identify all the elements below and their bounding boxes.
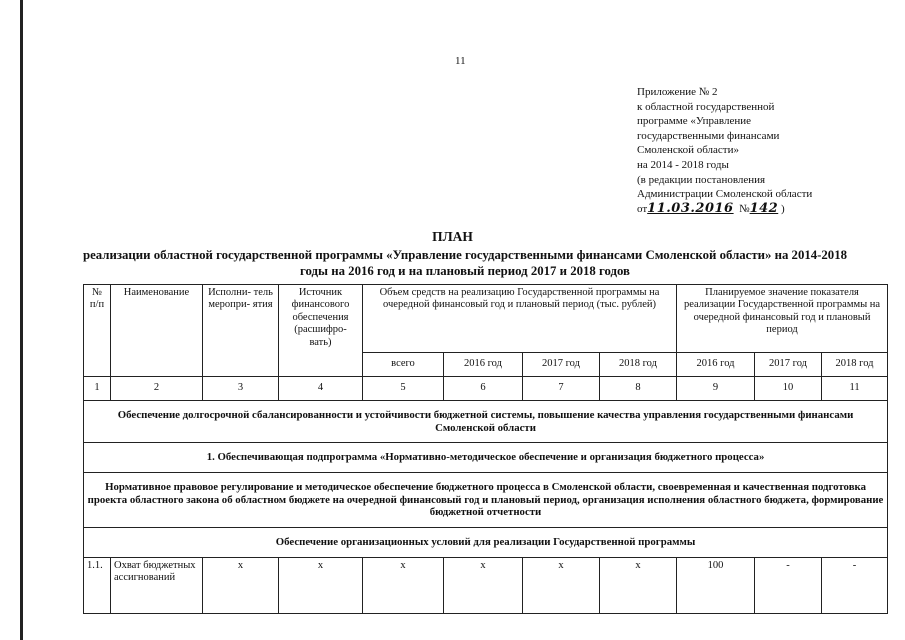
page-number: 11: [455, 55, 466, 67]
row-indicator-2017: -: [755, 558, 822, 614]
document-title: ПЛАН: [432, 229, 473, 244]
header-num: № п/п: [84, 285, 111, 377]
row-2018: x: [600, 558, 677, 614]
row-executor: x: [203, 558, 279, 614]
appendix-line: Смоленской области»: [637, 144, 739, 157]
close-paren: ): [780, 202, 785, 215]
document-subtitle: реализации областной государственной программы «Управление государственными финансами Смоленской области» на 2014-2018 годы на 2016 год и на плановый период 2017 и 2018 годов: [82, 248, 848, 278]
date-prefix: от: [637, 202, 648, 215]
column-number: 11: [822, 377, 888, 401]
section-goal: Обеспечение долгосрочной сбалансированности и устойчивости бюджетной системы, повышение качества управления государственными финансами Смоленской области: [84, 401, 888, 443]
header-indicator-2018: 2018 год: [822, 353, 888, 377]
header-indicator-group: Планируемое значение показателя реализации Государственной программы на очередной финансовый год и плановый период: [677, 285, 888, 353]
appendix-line: (в редакции постановления: [637, 173, 766, 186]
column-number: 5: [363, 377, 444, 401]
appendix-line: государственными финансами: [637, 129, 780, 142]
plan-table: [83, 284, 888, 614]
number-prefix: №: [739, 202, 750, 215]
handwritten-date: 11.03.2016: [647, 200, 734, 216]
column-number: 10: [755, 377, 822, 401]
column-number: 7: [523, 377, 600, 401]
section-subprogram: 1. Обеспечивающая подпрограмма «Нормативно-методическое обеспечение и организация бюджетного процесса»: [84, 443, 888, 473]
row-num: 1.1.: [84, 558, 111, 614]
appendix-line: программе «Управление: [637, 115, 752, 128]
column-number: 9: [677, 377, 755, 401]
header-executor: Исполни- тель меропри- ятия: [203, 285, 279, 377]
appendix-line: Приложение № 2: [637, 86, 718, 98]
column-number: 8: [600, 377, 677, 401]
appendix-line: Администрации Смоленской области: [637, 188, 813, 201]
column-number: 2: [111, 377, 203, 401]
header-source: Источник финансового обеспечения (расшифро- вать): [279, 285, 363, 377]
header-name: Наименование: [111, 285, 203, 377]
table-row: [84, 558, 888, 614]
header-volume-group: Объем средств на реализацию Государственной программы на очередной финансовый год и плановый период (тыс. рублей): [363, 285, 677, 353]
header-indicator-2017: 2017 год: [755, 353, 822, 377]
column-number: 1: [84, 377, 111, 401]
column-number-row: [84, 377, 888, 401]
appendix-line: на 2014 - 2018 годы: [637, 158, 729, 171]
header-volume-2016: 2016 год: [444, 353, 523, 377]
header-volume-2018: 2018 год: [600, 353, 677, 377]
appendix-line: к областной государственной: [637, 100, 775, 113]
column-number: 3: [203, 377, 279, 401]
header-volume-2017: 2017 год: [523, 353, 600, 377]
handwritten-number: 142: [749, 200, 779, 216]
row-source: x: [279, 558, 363, 614]
row-indicator-2016: 100: [677, 558, 755, 614]
appendix-block: [637, 85, 887, 216]
column-number: 6: [444, 377, 523, 401]
header-indicator-2016: 2016 год: [677, 353, 755, 377]
column-number: 4: [279, 377, 363, 401]
appendix-date-line: [637, 202, 887, 217]
row-2017: x: [523, 558, 600, 614]
row-indicator-2018: -: [822, 558, 888, 614]
page-margin-line: [20, 0, 23, 640]
row-name: Охват бюджетных ассигнований: [111, 558, 203, 614]
row-total: x: [363, 558, 444, 614]
header-volume-total: всего: [363, 353, 444, 377]
section-measure: Обеспечение организационных условий для реализации Государственной программы: [84, 528, 888, 558]
section-task: Нормативное правовое регулирование и методическое обеспечение бюджетного процесса в Смоленской области, своевременная и качественная подготовка проекта областного закона об областном бюджете на очередной финансовый год и плановый период, организация исполнения областного бюджета, формирование бюджетной отчетности: [84, 473, 888, 528]
row-2016: x: [444, 558, 523, 614]
